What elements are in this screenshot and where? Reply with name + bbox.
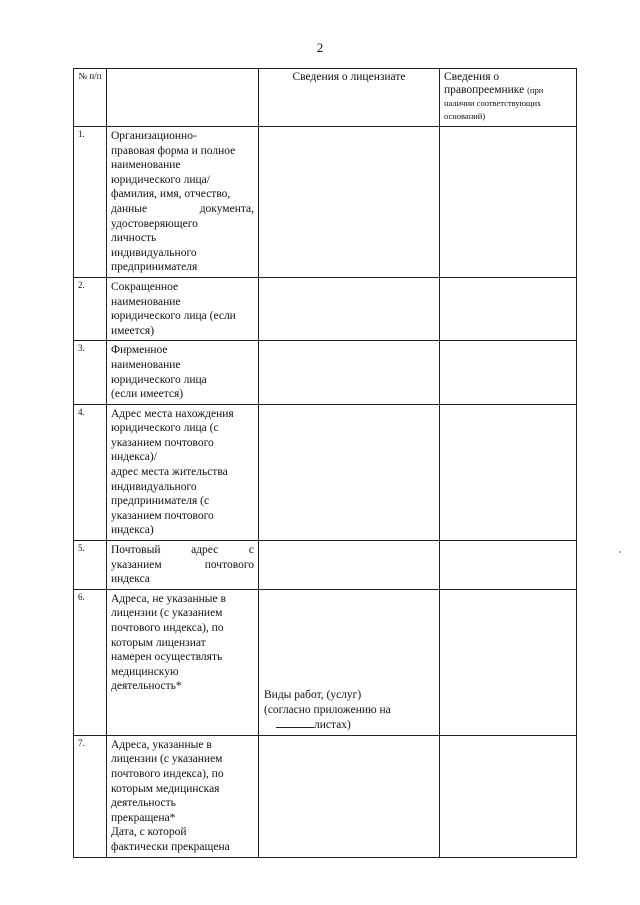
licensee-cell[interactable] [259, 277, 440, 340]
row-label-line: указанием почтового [111, 509, 214, 522]
row-label-line: Адреса, указанные в [111, 738, 212, 751]
table-row [74, 589, 577, 735]
license-info-table [73, 68, 577, 858]
successor-cell[interactable] [440, 127, 577, 278]
row-number: 3. [74, 341, 107, 404]
row-label-line: наименование [111, 295, 181, 308]
row-label [107, 341, 259, 404]
row-label [107, 589, 259, 735]
row-label-line: Фирменное [111, 344, 168, 357]
row-label-line: указанием почтового [111, 558, 254, 571]
row-label-line: Адрес места нахождения [111, 407, 234, 420]
row-label-line: имеется) [111, 324, 155, 337]
row-number: 6. [74, 589, 107, 735]
page-number: 2 [316, 40, 324, 55]
sheets-count-blank[interactable] [276, 717, 314, 728]
row-label-line: лицензии (с указанием [111, 753, 223, 766]
row-label-line: которым медицинская [111, 782, 220, 795]
table-header-row [74, 69, 577, 127]
row-label-line: предпринимателя (с [111, 495, 210, 508]
row-label-line: указанием почтового [111, 436, 214, 449]
row-label-line: наименование [111, 358, 181, 371]
row-label-line: индивидуального [111, 480, 197, 493]
successor-cell[interactable] [440, 404, 577, 540]
licensee-cell[interactable] [259, 541, 440, 590]
row-label-line: наименование [111, 159, 181, 172]
header-blank [107, 69, 259, 127]
row-label-line: данные документа, [111, 202, 254, 215]
row-label-line: деятельность [111, 797, 176, 810]
table-row [74, 404, 577, 540]
licensee-cell[interactable] [259, 127, 440, 278]
row-label-line: юридического лица (с [111, 422, 219, 435]
row-label-line: которым лицензиат [111, 636, 206, 649]
licensee-cell[interactable] [259, 404, 440, 540]
row-label-line: Дата, с которой [111, 826, 187, 839]
row-number: 4. [74, 404, 107, 540]
row-label-line: медицинскую [111, 665, 179, 678]
licensee-cell[interactable] [259, 589, 440, 735]
row-number: 2. [74, 277, 107, 340]
header-successor-main: Сведения о правопреемнике [444, 71, 525, 96]
row-number: 5. [74, 541, 107, 590]
works-note-line: Виды работ, (услуг) [264, 689, 362, 702]
row-label-line: правовая форма и полное [111, 144, 236, 157]
row-label-line: (если имеется) [111, 388, 184, 401]
table-row [74, 277, 577, 340]
successor-cell[interactable] [440, 341, 577, 404]
row-label-line: фамилия, имя, отчество, [111, 188, 231, 201]
header-number: № п/п [74, 69, 107, 127]
works-note [264, 688, 435, 733]
row-label-line: намерен осуществлять [111, 651, 223, 664]
scan-speck [619, 551, 621, 553]
table-row [74, 541, 577, 590]
row-label-line: юридического лица/ [111, 173, 210, 186]
row-label-line: почтового индекса), по [111, 622, 224, 634]
row-label-line: Организационно- [111, 130, 197, 142]
row-label [107, 541, 259, 590]
works-note-line-sheets [264, 717, 435, 733]
row-label-line: фактически прекращена [111, 840, 230, 853]
row-label-line: личность [111, 232, 157, 245]
row-label [107, 735, 259, 857]
successor-cell[interactable] [440, 541, 577, 590]
row-label-line: почтового индекса), по [111, 768, 224, 780]
row-label [107, 277, 259, 340]
row-label [107, 127, 259, 278]
row-label-line: индекса [111, 573, 150, 586]
successor-cell[interactable] [440, 735, 577, 857]
row-label [107, 404, 259, 540]
works-note-line: (согласно приложению на [264, 703, 391, 716]
row-label-line: Сокращенное [111, 280, 179, 293]
row-label-line: индекса) [111, 524, 154, 537]
row-label-line: юридического лица [111, 373, 207, 386]
row-label-line: прекращена* [111, 811, 176, 824]
row-number: 1. [74, 127, 107, 278]
licensee-cell[interactable] [259, 341, 440, 404]
table-row [74, 341, 577, 404]
row-label-line: деятельность* [111, 680, 182, 693]
header-successor [440, 69, 577, 127]
row-label-line: адрес места жительства [111, 466, 228, 479]
row-label-line: Адреса, не указанные в [111, 592, 226, 605]
table-row [74, 127, 577, 278]
works-note-line: листах) [314, 719, 351, 732]
row-label-line: индекса)/ [111, 451, 157, 464]
header-successor-note: (при наличии соответствующих оснований) [444, 85, 544, 121]
row-label-line: юридического лица (если [111, 310, 236, 323]
header-licensee: Сведения о лицензиате [259, 69, 440, 127]
row-label-line: удостоверяющего [111, 217, 198, 230]
row-label-line: индивидуального [111, 246, 197, 259]
row-label-line: предпринимателя [111, 261, 198, 274]
table-row [74, 735, 577, 857]
row-label-line: Почтовый адрес с [111, 544, 254, 557]
successor-cell[interactable] [440, 589, 577, 735]
licensee-cell[interactable] [259, 735, 440, 857]
successor-cell[interactable] [440, 277, 577, 340]
row-number: 7. [74, 735, 107, 857]
row-label-line: лицензии (с указанием [111, 607, 223, 620]
